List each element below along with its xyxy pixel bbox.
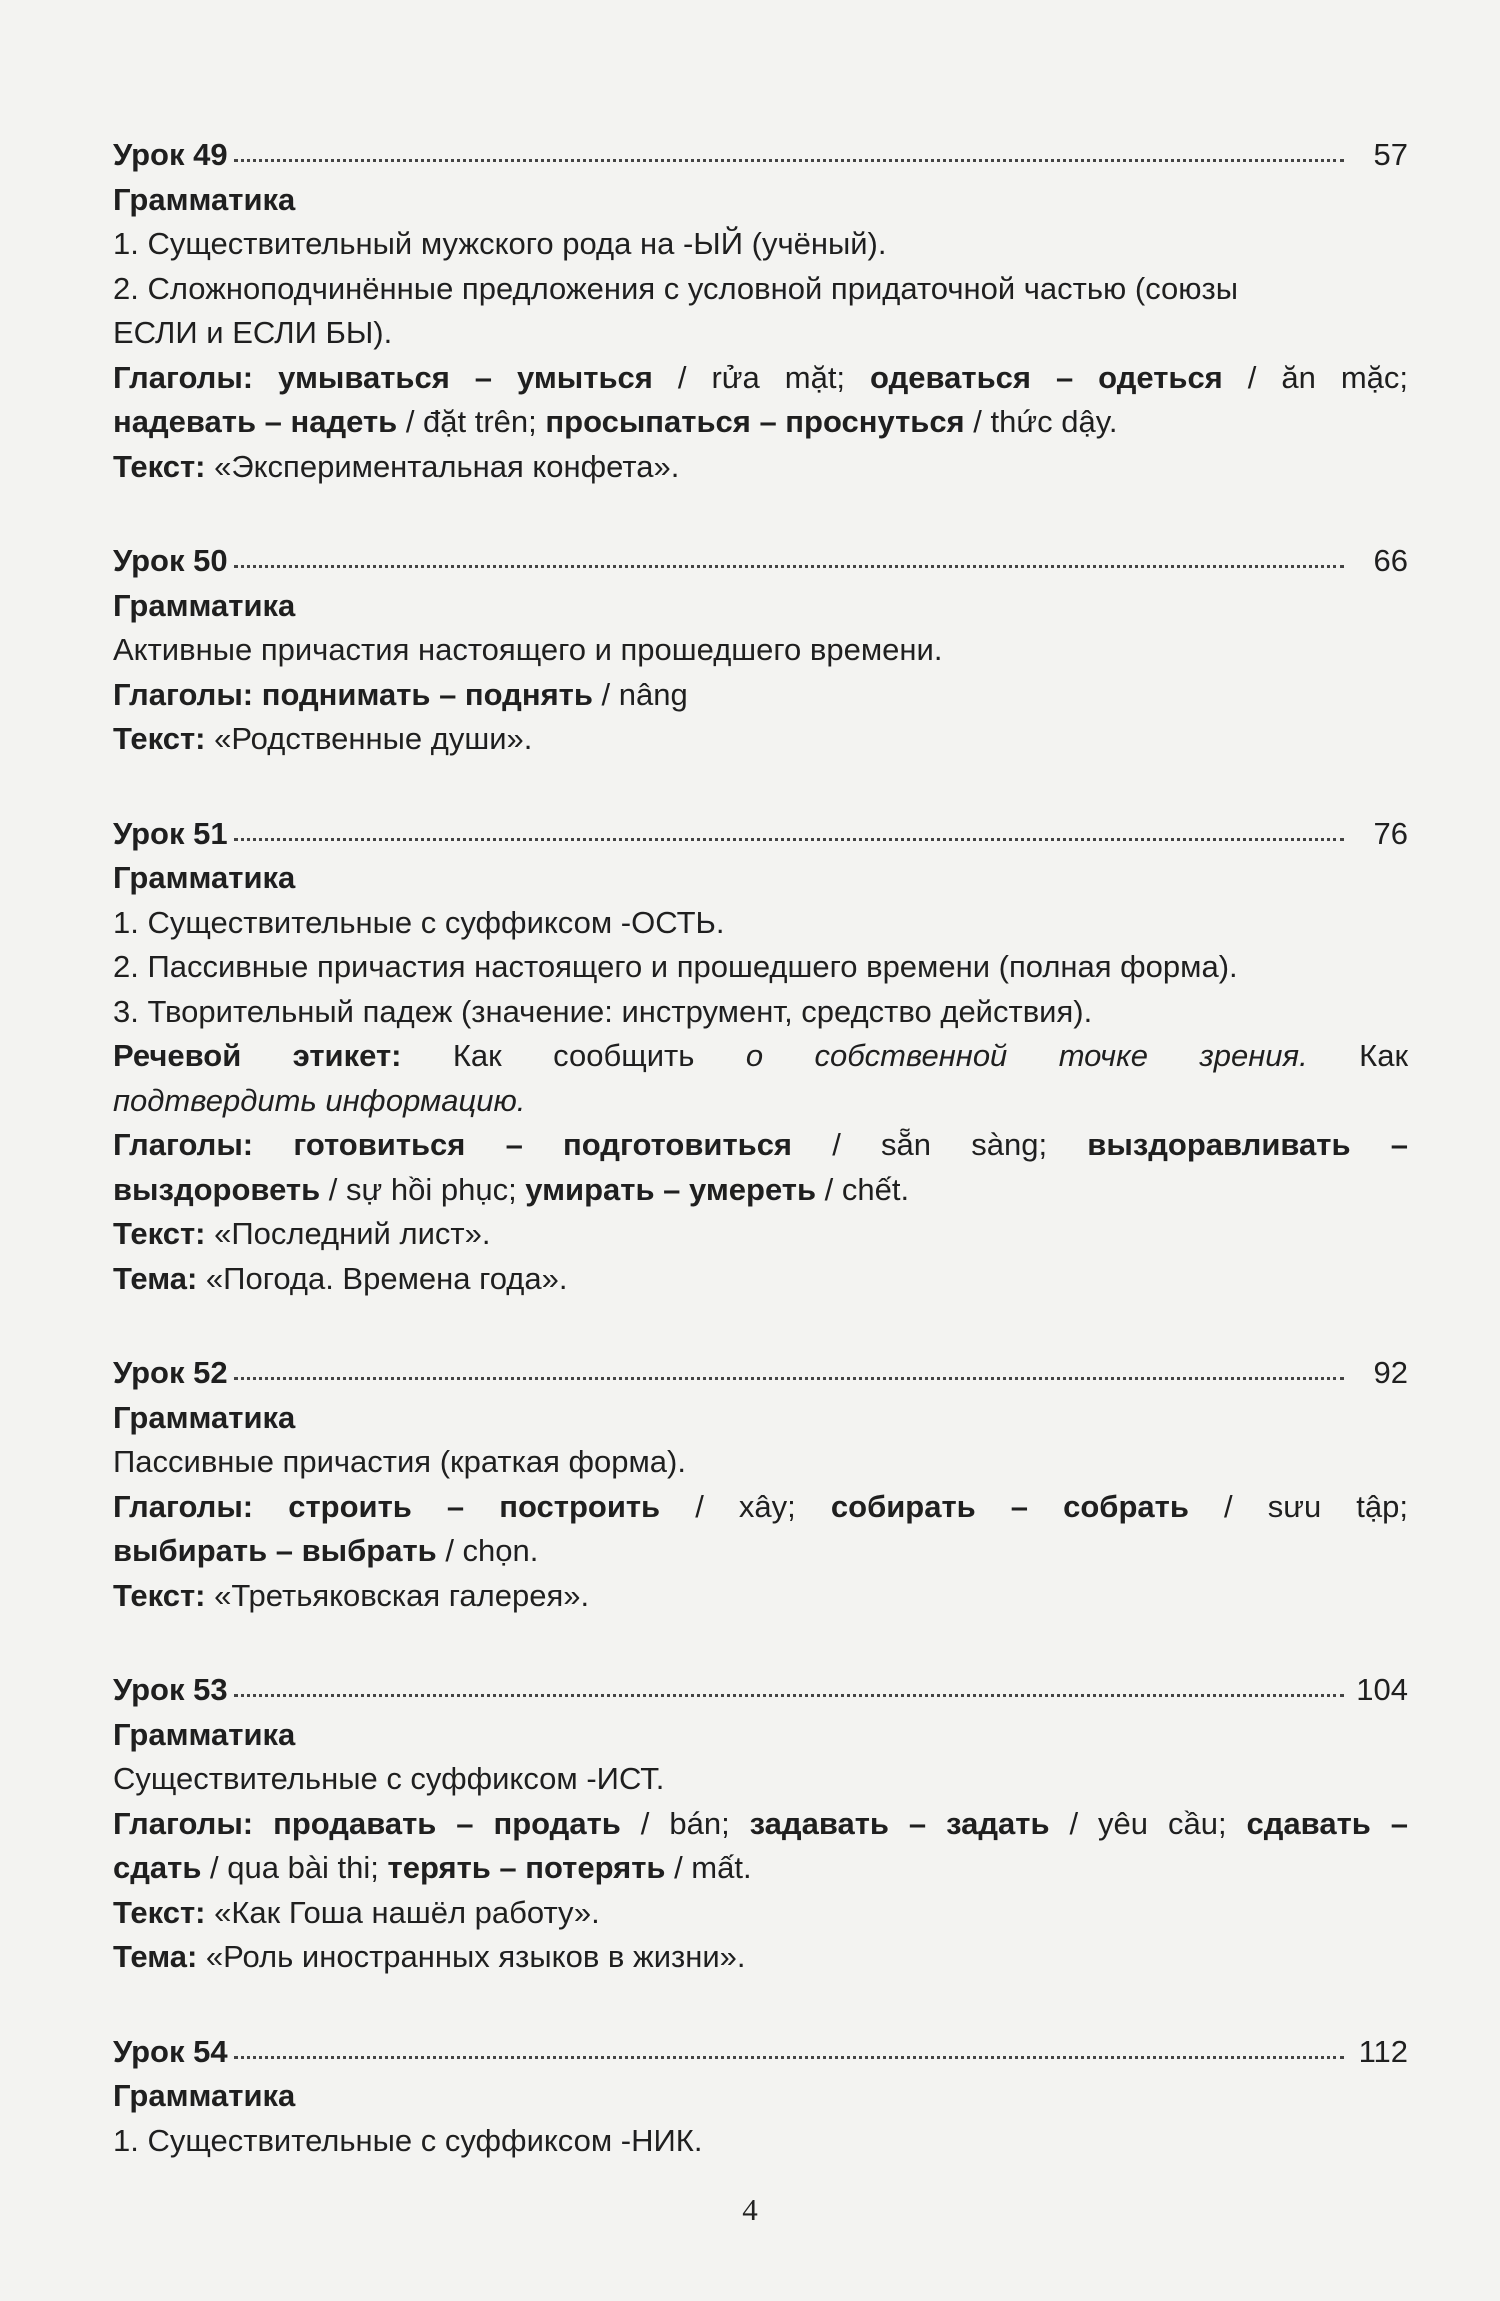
lesson-header xyxy=(113,1351,1408,1396)
text-label: Текст: xyxy=(113,1894,206,1930)
verb-translation: / bán; xyxy=(620,1805,750,1841)
verb-translation: / yêu cầu; xyxy=(1049,1805,1247,1841)
etiquette-text: Как сообщить xyxy=(401,1038,746,1073)
theme-label: Тема: xyxy=(113,1939,198,1974)
verb-pair: выздоравливать – xyxy=(1087,1127,1408,1162)
grammar-item: Активные причастия настоящего и прошедшего времени. xyxy=(113,632,943,667)
section-heading: Грамматика xyxy=(113,1716,296,1752)
lesson-page-number: 66 xyxy=(1373,543,1408,578)
table-of-contents xyxy=(113,133,1408,2213)
theme-title: «Роль иностранных языков в жизни». xyxy=(197,1939,746,1974)
theme-line xyxy=(113,1257,1408,1302)
lesson-title: Урок 52 xyxy=(113,1355,228,1390)
dot-leader xyxy=(234,1377,1344,1380)
text-label: Текст: xyxy=(113,1216,206,1251)
verb-translation: / mất. xyxy=(665,1850,752,1885)
lesson-header xyxy=(113,812,1408,857)
lesson-title: Урок 53 xyxy=(113,1672,228,1707)
etiquette-line xyxy=(113,1034,1408,1079)
lesson-51 xyxy=(113,812,1408,1302)
text-title: «Родственные души». xyxy=(205,721,533,756)
verbs-label: Глаголы: xyxy=(113,359,254,395)
dot-leader xyxy=(234,159,1344,162)
verbs-line xyxy=(113,1802,1408,1847)
verb-pair: надевать – надеть xyxy=(113,404,398,439)
text-line xyxy=(113,1891,1408,1936)
page-number: 4 xyxy=(742,2192,758,2227)
lesson-50 xyxy=(113,539,1408,762)
verb-pair: готовиться – подготовиться xyxy=(293,1127,793,1162)
verbs-line xyxy=(113,673,1408,718)
dot-leader xyxy=(234,2056,1344,2059)
lesson-page-number: 92 xyxy=(1373,1355,1408,1390)
lesson-54 xyxy=(113,2030,1408,2164)
verb-translation: / nâng xyxy=(592,676,688,712)
verb-pair: строить – построить xyxy=(288,1488,661,1524)
verbs-line xyxy=(113,1529,1408,1574)
text-line xyxy=(113,1212,1408,1257)
dot-leader xyxy=(234,838,1344,841)
verb-translation: / đặt trên; xyxy=(397,404,546,439)
verb-translation: / thức dậy. xyxy=(964,404,1118,439)
lesson-header xyxy=(113,2030,1408,2075)
lesson-header xyxy=(113,539,1408,584)
verb-pair: выздороветь xyxy=(113,1171,321,1207)
verbs-label: Глаголы: xyxy=(113,1127,254,1162)
verb-translation: / chọn. xyxy=(436,1533,539,1568)
text-title: «Последний лист». xyxy=(205,1216,491,1251)
grammar-item: 1. Существительный мужского рода на -ЫЙ (учёный). xyxy=(113,226,887,261)
text-label: Текст: xyxy=(113,1577,206,1613)
lesson-page-number: 76 xyxy=(1373,815,1408,851)
verbs-label: Глаголы: xyxy=(113,676,254,712)
grammar-item: Пассивные причастия (краткая форма). xyxy=(113,1444,686,1479)
lesson-title: Урок 50 xyxy=(113,543,228,578)
verb-pair: выбирать – выбрать xyxy=(113,1533,437,1568)
verb-translation: / sưu tập; xyxy=(1188,1488,1408,1524)
verb-pair: умываться – умыться xyxy=(278,359,653,395)
verb-pair: сдавать – xyxy=(1246,1805,1408,1841)
verb-translation: / rửa mặt; xyxy=(652,359,871,395)
grammar-item: 3. Творительный падеж (значение: инструмент, средство действия). xyxy=(113,993,1093,1029)
grammar-item: ЕСЛИ и ЕСЛИ БЫ). xyxy=(113,315,393,350)
verbs-line xyxy=(113,1485,1408,1530)
grammar-item: Существительные с суффиксом -ИСТ. xyxy=(113,1761,665,1796)
lesson-header xyxy=(113,1668,1408,1713)
text-line xyxy=(113,445,1408,490)
section-heading: Грамматика xyxy=(113,1399,296,1435)
grammar-item: 2. Пассивные причастия настоящего и прошедшего времени (полная форма). xyxy=(113,949,1238,984)
grammar-item: 2. Сложноподчинённые предложения с условной придаточной частью (союзы xyxy=(113,270,1239,306)
section-heading: Грамматика xyxy=(113,2078,296,2113)
verbs-line xyxy=(113,1168,1408,1213)
lesson-page-number: 112 xyxy=(1358,2033,1408,2069)
text-line xyxy=(113,1574,1408,1619)
verbs-line xyxy=(113,400,1408,445)
etiquette-topic: о собственной точке зрения. xyxy=(745,1038,1308,1073)
verb-translation: / chết. xyxy=(816,1171,910,1207)
theme-line xyxy=(113,1935,1408,1980)
lesson-title: Урок 54 xyxy=(113,2033,228,2069)
section-heading: Грамматика xyxy=(113,587,296,623)
verb-pair: одеваться – одеться xyxy=(870,359,1223,395)
verb-translation: / qua bài thi; xyxy=(201,1850,388,1885)
verb-pair: умирать – умереть xyxy=(525,1171,817,1207)
grammar-item: 1. Существительные с суффиксом -ОСТЬ. xyxy=(113,904,725,940)
lesson-53 xyxy=(113,1668,1408,1980)
verb-translation: / sẵn sàng; xyxy=(792,1127,1088,1162)
verb-pair: просыпаться – проснуться xyxy=(545,404,965,439)
theme-title: «Погода. Времена года». xyxy=(197,1260,568,1296)
verbs-line xyxy=(113,1846,1408,1891)
verbs-line xyxy=(113,1123,1408,1168)
lesson-49 xyxy=(113,133,1408,489)
etiquette-topic: подтвердить информацию. xyxy=(113,1082,526,1118)
verb-pair: собирать – собрать xyxy=(830,1488,1189,1524)
verb-translation: / ăn mặc; xyxy=(1222,359,1409,395)
text-title: «Третьяковская галерея». xyxy=(205,1577,590,1613)
verb-pair: продавать – продать xyxy=(273,1805,621,1841)
text-label: Текст: xyxy=(113,448,206,484)
verb-translation: / sự hồi phục; xyxy=(320,1171,526,1207)
verb-translation: / xây; xyxy=(660,1488,831,1524)
text-title: «Экспериментальная конфета». xyxy=(205,448,680,484)
section-heading: Грамматика xyxy=(113,181,296,217)
verb-pair: поднимать – поднять xyxy=(261,676,593,712)
dot-leader xyxy=(234,1694,1344,1697)
lesson-title: Урок 49 xyxy=(113,137,228,172)
text-title: «Как Гоша нашёл работу». xyxy=(205,1894,600,1930)
lesson-title: Урок 51 xyxy=(113,815,228,851)
verb-pair: терять – потерять xyxy=(387,1850,666,1885)
verb-pair: сдать xyxy=(113,1850,202,1885)
grammar-item: 1. Существительные с суффиксом -НИК. xyxy=(113,2122,703,2158)
verbs-line xyxy=(113,356,1408,401)
etiquette-text: Как xyxy=(1307,1038,1409,1073)
lesson-page-number: 104 xyxy=(1356,1672,1408,1707)
theme-label: Тема: xyxy=(113,1260,198,1296)
lesson-52 xyxy=(113,1351,1408,1618)
verb-pair: задавать – задать xyxy=(749,1805,1050,1841)
etiquette-label: Речевой этикет: xyxy=(113,1038,402,1073)
dot-leader xyxy=(234,565,1344,568)
verbs-label: Глаголы: xyxy=(113,1805,254,1841)
verbs-label: Глаголы: xyxy=(113,1488,254,1524)
text-label: Текст: xyxy=(113,721,206,756)
lesson-page-number: 57 xyxy=(1373,137,1408,172)
section-heading: Грамматика xyxy=(113,860,296,895)
text-line xyxy=(113,717,1408,762)
lesson-header xyxy=(113,133,1408,178)
